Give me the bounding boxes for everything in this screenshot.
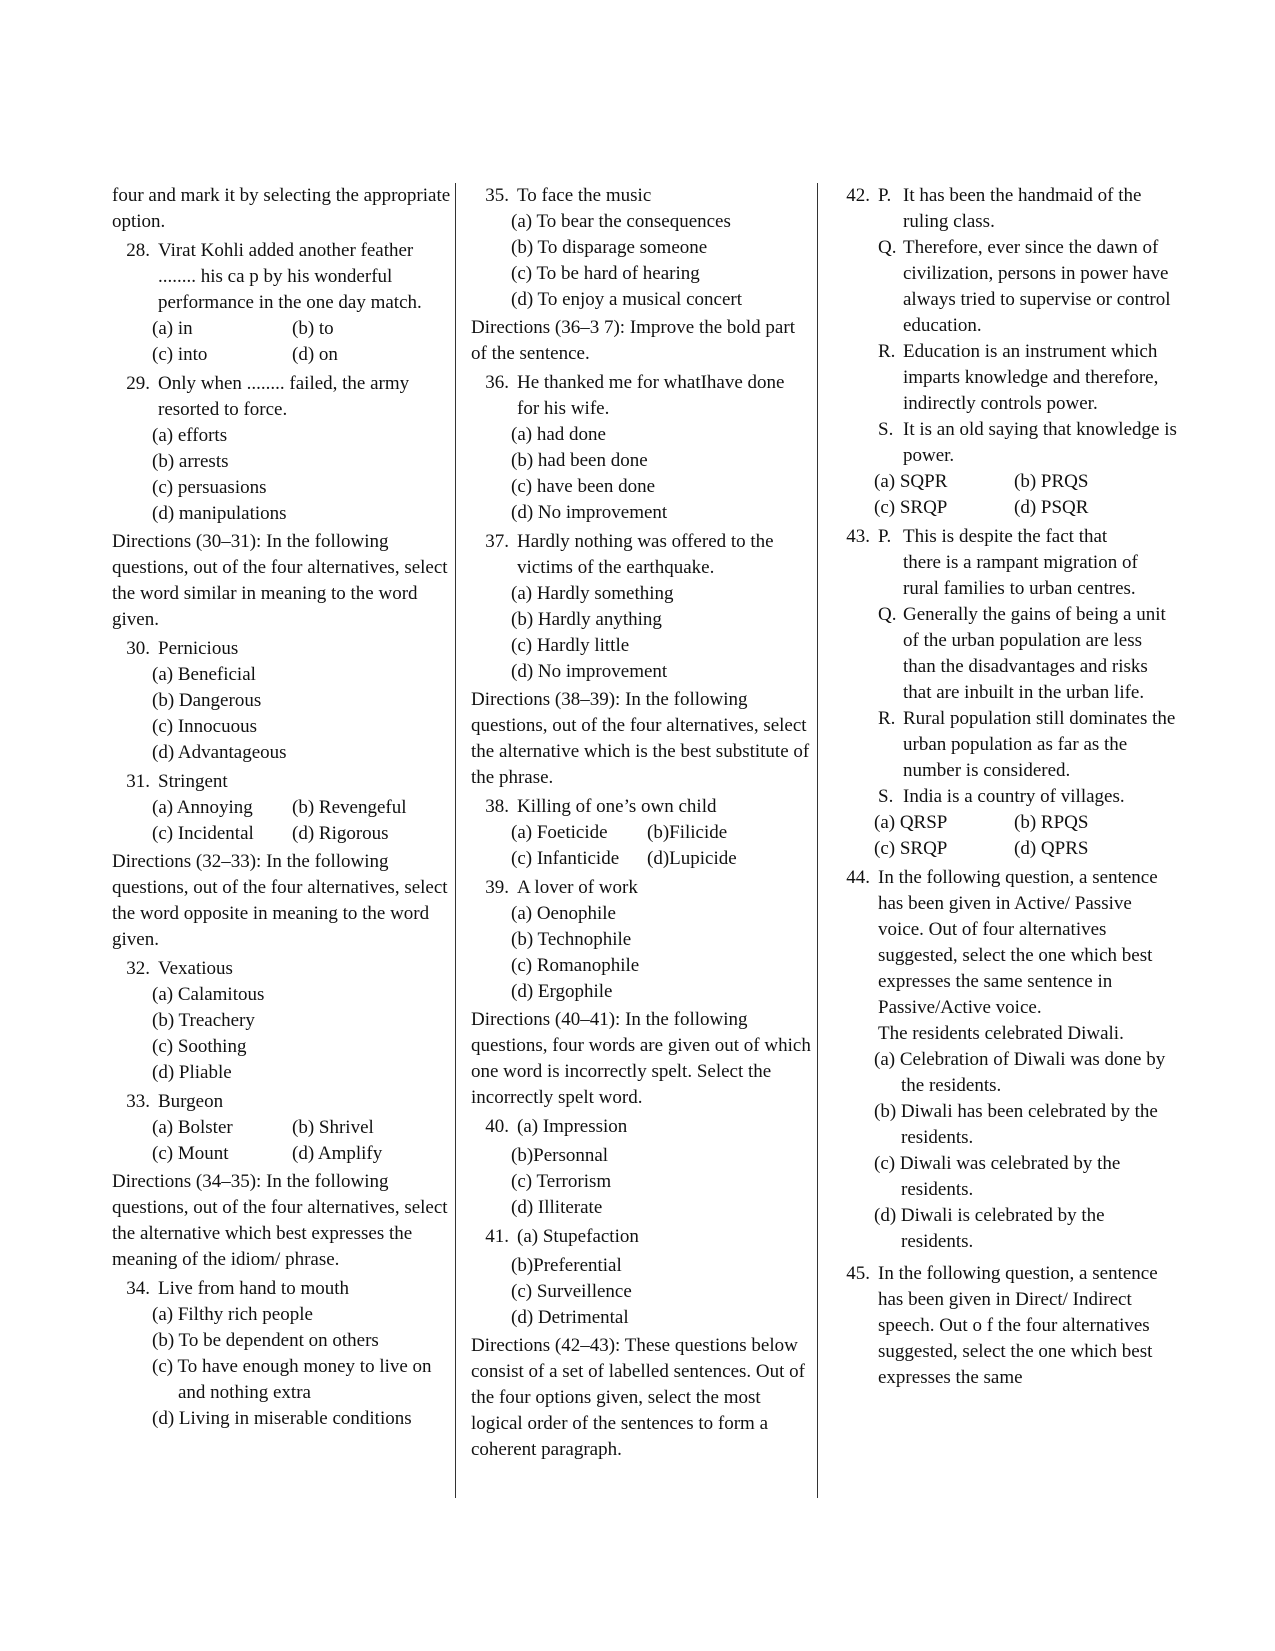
option: (b) Dangerous <box>152 690 262 711</box>
option: (d) Advantageous <box>152 742 287 763</box>
sentence: Education is an instrument which imparts knowledge and therefore, indirectly controls power. <box>903 341 1159 414</box>
sentence: It is an old saying that knowledge is power. <box>903 419 1177 466</box>
question-31: 31. Stringent <box>126 771 228 792</box>
directions-42-43: Directions (42–43): These questions below consist of a set of labelled sentences. Out of the four options given, select the most logical order of the sentences to form a coherent paragraph. <box>471 1335 805 1460</box>
option: (d) PSQR <box>1014 497 1089 518</box>
option: (a) Oenophile <box>511 903 616 924</box>
question-36: 36. He thanked me for whatIhave done for his wife. <box>485 372 785 419</box>
option: (a) Annoying <box>152 797 253 818</box>
question-28: 28. Virat Kohli added another feather ........ his ca p by his wonderful performance in the one day match. <box>126 240 422 313</box>
option: (b)Personnal <box>511 1145 609 1166</box>
option: (c) To be hard of hearing <box>511 263 700 284</box>
question-42: 42. P. It has been the handmaid of the ruling class. Q. Therefore, ever since the dawn of civilization, persons in power have always tried to supervise or control education. R. Education is an instrument which imparts knowledge and therefore, indirectly controls power. S. It is an old saying that knowledge is power. (a) SQPR (b) PRQS (c) SRQP (d) PSQR <box>832 183 1177 521</box>
question-44: 44. In the following question, a sentence has been given in Active/ Passive voice. Out of four alternatives suggested, select the one which best expresses the same sentence in Passive/Active voice. The residents celebrated Diwali. (a) Celebration of Diwali was done by the residents. (b) Diwali has been celebrated by the residents. (c) Diwali was celebrated by the residents. (d) Diwali is celebrated by the residents. <box>832 865 1177 1255</box>
option: (b) had been done <box>511 450 648 471</box>
option: (b) to <box>292 318 334 339</box>
option: (b) To disparage someone <box>511 237 708 258</box>
option: (c) Terrorism <box>511 1171 612 1192</box>
question-35: 35. To face the music <box>485 185 652 206</box>
option: (b) PRQS <box>1014 471 1089 492</box>
sentence: Therefore, ever since the dawn of civilization, persons in power have always tried to supervise or control education. <box>903 237 1171 336</box>
option: (c) Incidental <box>152 823 254 844</box>
question-30: 30. Pernicious <box>126 638 239 659</box>
option: (d) Diwali is celebrated by the residents. <box>874 1205 1105 1252</box>
option: (c) have been done <box>511 476 656 497</box>
option: (d) manipulations <box>152 503 287 524</box>
option: (d) on <box>292 344 338 365</box>
option: (c) Innocuous <box>152 716 257 737</box>
directions-40-41: Directions (40–41): In the following questions, four words are given out of which one word is incorrectly spelt. Select the incorrectly spelt word. <box>471 1009 811 1108</box>
option: (d)Lupicide <box>647 848 737 869</box>
sentence: Rural population still dominates the urban population as far as the number is considered. <box>903 708 1176 781</box>
option: (d) To enjoy a musical concert <box>511 289 742 310</box>
option: (c) Mount <box>152 1143 229 1164</box>
column-divider <box>455 183 456 1498</box>
option: (a) Impression <box>517 1116 628 1137</box>
sentence: It has been the handmaid of the ruling class. <box>903 185 1142 232</box>
question-43: 43. P. This is despite the fact that there is a rampant migration of rural families to urban centres. Q. Generally the gains of being a unit of the urban population are less than the disadvantages and risks that are inbuilt in the urban life. R. Rural population still dominates the urban population as far as the number is considered. S. India is a country of villages. (a) QRSP (b) RPQS (c) SRQP (d) QPRS <box>832 524 1177 862</box>
option: (b) Hardly anything <box>511 609 662 630</box>
option: (b) Shrivel <box>292 1117 374 1138</box>
option: (b) Diwali has been celebrated by the residents. <box>874 1101 1158 1148</box>
sentence: India is a country of villages. <box>903 786 1125 807</box>
intro-text: four and mark it by selecting the appropriate option. <box>112 185 451 232</box>
column-divider <box>817 183 818 1498</box>
option: (a) Bolster <box>152 1117 233 1138</box>
option: (b)Filicide <box>647 822 728 843</box>
option: (a) efforts <box>152 425 228 446</box>
directions-30-31: Directions (30–31): In the following questions, out of the four alternatives, select the word similar in meaning to the word given. <box>112 531 448 630</box>
question-34: 34. Live from hand to mouth <box>126 1278 350 1299</box>
option: (a) To bear the consequences <box>511 211 731 232</box>
sentence: This is despite the fact that there is a rampant migration of rural families to urban centres. <box>903 526 1138 599</box>
option: (b) Technophile <box>511 929 632 950</box>
given-sentence: The residents celebrated Diwali. <box>878 1023 1124 1044</box>
option: (d) No improvement <box>511 661 668 682</box>
option: (d) No improvement <box>511 502 668 523</box>
directions-32-33: Directions (32–33): In the following questions, out of the four alternatives, select the word opposite in meaning to the word given. <box>112 851 448 950</box>
option: (d) Detrimental <box>511 1307 629 1328</box>
option: (a) Celebration of Diwali was done by the residents. <box>874 1049 1166 1096</box>
option: (b) Revengeful <box>292 797 407 818</box>
question-37: 37. Hardly nothing was offered to the victims of the earthquake. <box>485 531 774 578</box>
option: (c) To have enough money to live on and nothing extra <box>152 1356 432 1403</box>
option: (c) Romanophile <box>511 955 640 976</box>
option: (c) SRQP <box>874 838 948 859</box>
question-39: 39. A lover of work <box>485 877 638 898</box>
option: (d) Illiterate <box>511 1197 603 1218</box>
option: (a) QRSP <box>874 812 948 833</box>
option: (b) RPQS <box>1014 812 1089 833</box>
question-41: 41. (a) Stupefaction <box>471 1224 811 1250</box>
option: (b) Treachery <box>152 1010 255 1031</box>
question-29: 29. Only when ........ failed, the army resorted to force. <box>126 373 410 420</box>
option: (a) Stupefaction <box>517 1226 639 1247</box>
option: (b) arrests <box>152 451 229 472</box>
option: (c) into <box>152 344 208 365</box>
option: (c) Infanticide <box>511 848 620 869</box>
option: (d) Rigorous <box>292 823 389 844</box>
question-38: 38. Killing of one’s own child <box>485 796 717 817</box>
question-text: In the following question, a sentence has been given in Active/ Passive voice. Out of four alternatives suggested, select the one which best expresses the same sentence in Passive/Active voice. <box>878 867 1158 1018</box>
option: (c) SRQP <box>874 497 948 518</box>
option: (d) Pliable <box>152 1062 232 1083</box>
option: (d) Ergophile <box>511 981 613 1002</box>
option: (a) Hardly something <box>511 583 674 604</box>
option: (d) QPRS <box>1014 838 1089 859</box>
option: (c) persuasions <box>152 477 267 498</box>
question-text: Only when ........ failed, the army resorted to force. <box>158 373 410 420</box>
option: (a) Beneficial <box>152 664 256 685</box>
question-40: 40. (a) Impression <box>471 1114 811 1140</box>
column-3 <box>832 183 1177 1391</box>
directions-36-37: Directions (36–3 7): Improve the bold part of the sentence. <box>471 317 795 364</box>
option: (d) Amplify <box>292 1143 383 1164</box>
option: (c) Hardly little <box>511 635 630 656</box>
option: (b) To be dependent on others <box>152 1330 379 1351</box>
sentence: Generally the gains of being a unit of the urban population are less than the disadvantages and risks that are inbuilt in the urban life. <box>903 604 1166 703</box>
option: (c) Soothing <box>152 1036 247 1057</box>
column-1 <box>112 183 452 1432</box>
option: (a) Filthy rich people <box>152 1304 313 1325</box>
option: (a) Foeticide <box>511 822 608 843</box>
column-2 <box>471 183 811 1466</box>
option: (d) Living in miserable conditions <box>152 1408 412 1429</box>
directions-38-39: Directions (38–39): In the following questions, out of the four alternatives, select the alternative which is the best substitute of the phrase. <box>471 689 810 788</box>
option: (c) Diwali was celebrated by the residents. <box>874 1153 1121 1200</box>
question-text: Virat Kohli added another feather ........ his ca p by his wonderful performance in the one day match. <box>158 240 422 313</box>
directions-34-35: Directions (34–35): In the following questions, out of the four alternatives, select the alternative which best expresses the meaning of the idiom/ phrase. <box>112 1171 448 1270</box>
question-32: 32. Vexatious <box>126 958 233 979</box>
question-text: In the following question, a sentence has been given in Direct/ Indirect speech. Out o f the four alternatives suggested, select the one which best expresses the same <box>878 1263 1158 1388</box>
question-45: 45. In the following question, a sentence has been given in Direct/ Indirect speech. Out o f the four alternatives suggested, select the one which best expresses the same <box>832 1261 1177 1391</box>
option: (a) Calamitous <box>152 984 265 1005</box>
option: (a) had done <box>511 424 606 445</box>
option: (c) Surveillence <box>511 1281 632 1302</box>
option: (a) SQPR <box>874 471 948 492</box>
option: (b)Preferential <box>511 1255 622 1276</box>
option: (a) in <box>152 318 193 339</box>
question-33: 33. Burgeon <box>126 1091 224 1112</box>
